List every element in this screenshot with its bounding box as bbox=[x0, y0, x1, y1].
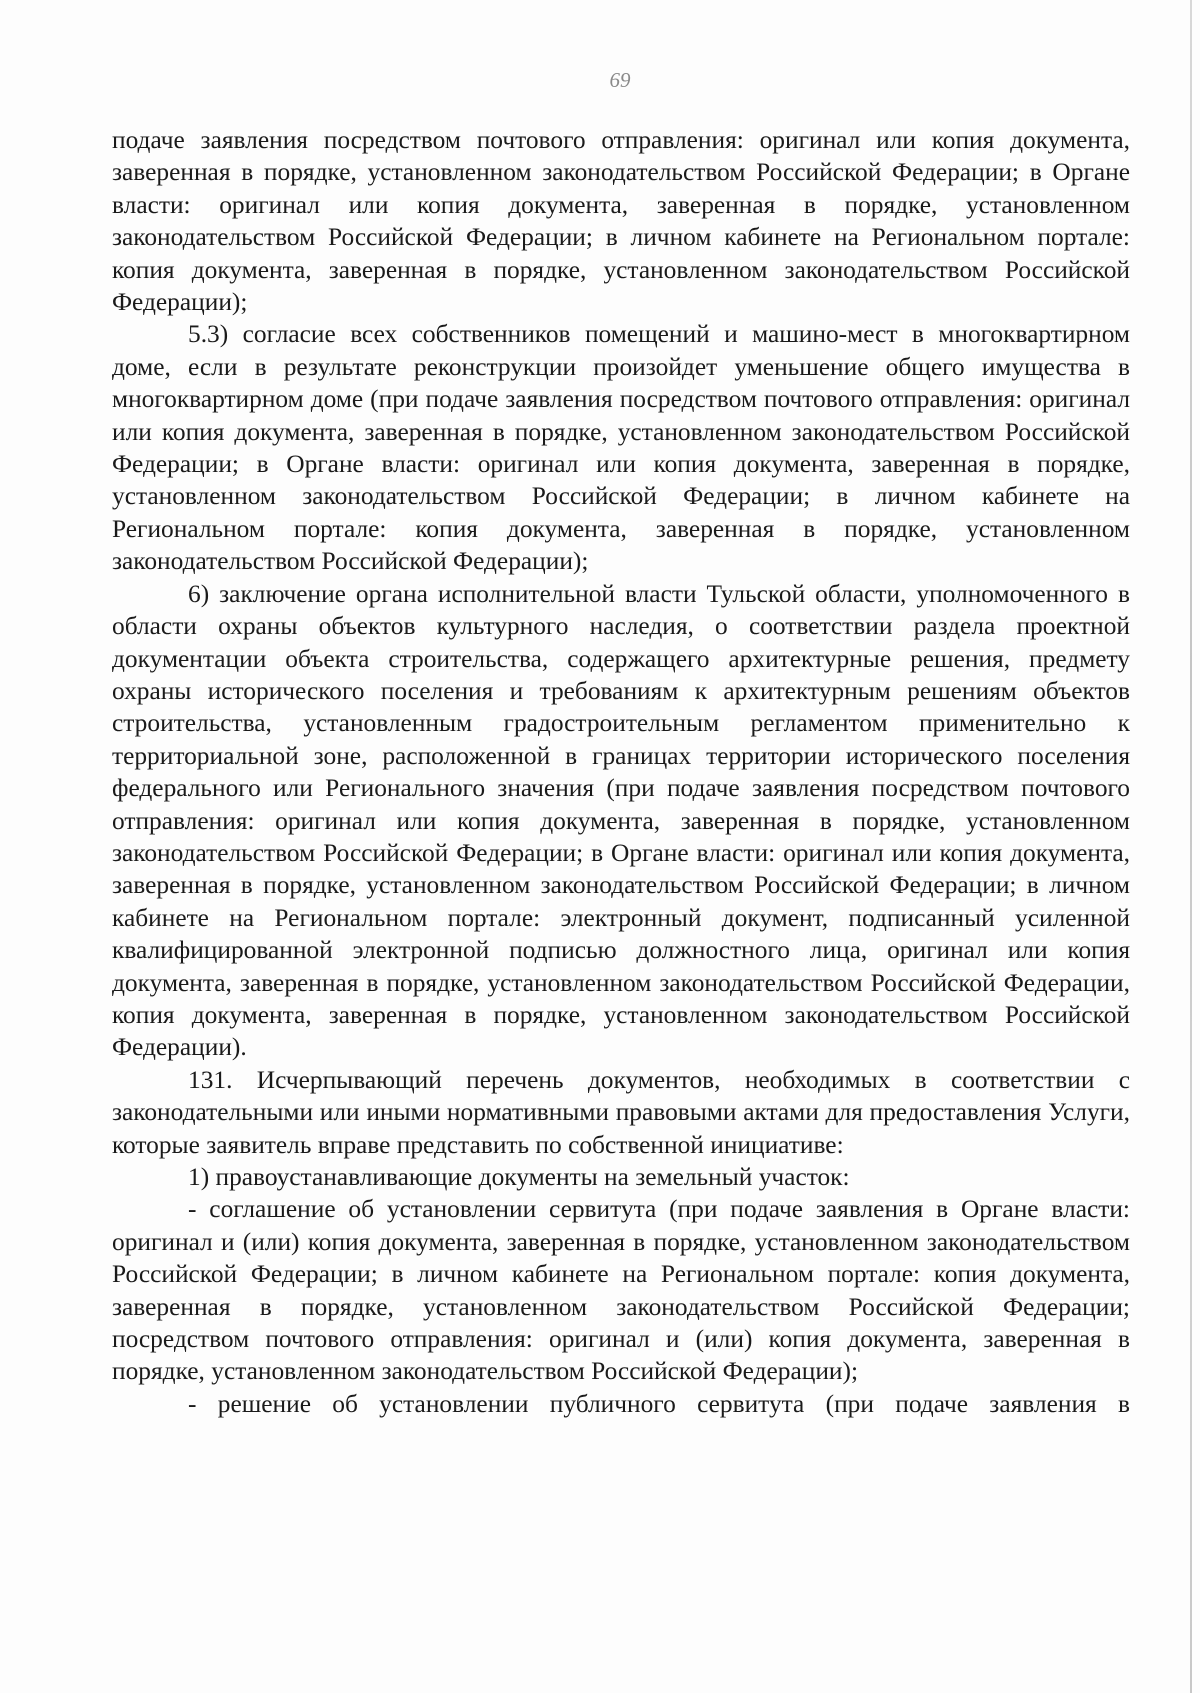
scan-edge bbox=[1190, 0, 1192, 1693]
paragraph: 131. Исчерпывающий перечень документов, необходимых в соответствии с законодательными или иными нормативными правовыми актами для предоставления Услуги, которые заявитель вправе представить по собственной инициативе: bbox=[112, 1065, 1130, 1159]
paragraph: 6) заключение органа исполнительной власти Тульской области, уполномоченного в области охраны объектов культурного наследия, о соответствии раздела проектной документации объекта строительства, содержащего архитектурные решения, предмету охраны исторического поселения и требованиям к архитектурным решениям объектов строительства, установленным градостроительным регламентом применительно к территориальной зоне, расположенной в границах территории исторического поселения федерального или Регионального значения (при подаче заявления посредством почтового отправления: оригинал или копия документа, заверенная в порядке, установленном законодательством Российской Федерации; в Органе власти: оригинал или копия документа, заверенная в порядке, установленном законодательством Российской Федерации; в личном кабинете на Региональном портале: электронный документ, подписанный усиленной квалифицированной электронной подписью должностного лица, оригинал или копия документа, заверенная в порядке, установленном законодательством Российской Федерации, копия документа, заверенная в порядке, установленном законодательством Российской Федерации). bbox=[112, 579, 1130, 1062]
document-body bbox=[112, 124, 1130, 1420]
paragraph: - решение об установлении публичного сервитута (при подаче заявления в bbox=[188, 1389, 1130, 1418]
page-number: 69 bbox=[609, 68, 631, 92]
paragraph: - соглашение об установлении сервитута (при подаче заявления в Органе власти: оригинал и (или) копия документа, заверенная в порядке, установленном законодательством Российской Федерации; в личном кабинете на Региональном портале: копия документа, заверенная в порядке, установленном законодательством Российской Федерации; посредством почтового отправления: оригинал и (или) копия документа, заверенная в порядке, установленном законодательством Российской Федерации); bbox=[112, 1195, 1130, 1386]
paragraph: 5.3) согласие всех собственников помещений и машино-мест в многоквартирном доме, если в результате реконструкции произойдет уменьшение общего имущества в многоквартирном доме (при подаче заявления посредством почтового отправления: оригинал или копия документа, заверенная в порядке, установленном законодательством Российской Федерации; в Органе власти: оригинал или копия документа, заверенная в порядке, установленном законодательством Российской Федерации; в личном кабинете на Региональном портале: копия документа, заверенная в порядке, установленном законодательством Российской Федерации); bbox=[112, 320, 1130, 576]
paragraph: 1) правоустанавливающие документы на земельный участок: bbox=[188, 1163, 850, 1191]
paragraph: подаче заявления посредством почтового отправления: оригинал или копия документа, заверенная в порядке, установленном законодательством Российской Федерации; в Органе власти: оригинал или копия документа, заверенная в порядке, установленном законодательством Российской Федерации; в личном кабинете на Региональном портале: копия документа, заверенная в порядке, установленном законодательством Российской Федерации); bbox=[112, 126, 1130, 317]
